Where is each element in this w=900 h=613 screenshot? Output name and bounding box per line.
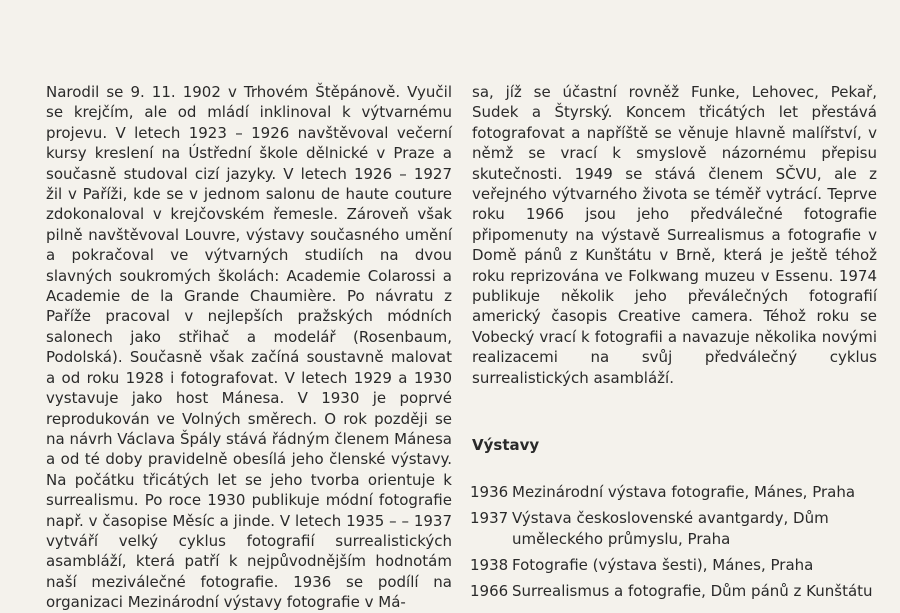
exhibition-year: 1936 (470, 483, 509, 501)
biography-text-right: sa, jíž se účastní rovněž Funke, Lehovec, Pekař, Sudek a Štyrský. Koncem třicátých let přestává fotografovat a napříště se věnuje hlavně malířství, v němž se vrací k smyslově názornému přepisu skutečnosti. 1949 se stává členem SČVU, ale z veřejného výtvarného života se téměř vytrácí. Teprve roku 1966 jsou jeho předválečné fotografie připomenuty na výstavě Surrealismus a fotografie v Domě pánů z Kunštátu v Brně, která je ještě téhož roku reprizována ve Folkwang muzeu v Essenu. 1974 publikuje několik jeho převálečných fotografií americký časopis Creative camera. Téhož roku se Vobecký vrací k fotografii a navazuje několika novými realizacemi na svůj předválečný cyklus surrealistických asambláží. (472, 83, 877, 387)
biography-text-left: Narodil se 9. 11. 1902 v Trhovém Štěpánově. Vyučil se krejčím, ale od mládí inklinoval k výtvarnému projevu. V letech 1923 – 1926 navštěvoval večerní kursy kreslení na Ústřední škole dělnické v Praze a současně studoval cizí jazyky. V letech 1926 – 1927 žil v Paříži, kde se v jednom salonu de haute couture zdokonaloval v krejčovském řemesle. Zároveň však pilně navštěvoval Louvre, výstavy současného umění a pokračoval ve výtvarných studiích na dvou slavných soukromých školách: Academie Colarossi a Academie de la Grande Chaumière. Po návratu z Paříže pracoval v nejlepších pražských módních salonech jako střihač a modelář (Rosenbaum, Podolská). Současně však začíná soustavně malovat a od roku 1928 i fotografovat. V letech 1929 a 1930 vystavuje jako host Mánesa. V 1930 je poprvé reprodukován ve Volných směrech. O rok později se na návrh Václava Špály stává řádným členem Mánesa a od té doby pravidelně obesílá jeho členské výstavy. Na počátku třicátých let se jeho tvorba orientuje k surrealismu. Po roce 1930 publikuje módní fotografie např. v časopise Měsíc a jinde. V letech 1935 – – 1937 vytváří velký cyklus fotografií surrealistických asambláží, která patří k nejpůvodnějším hodnotám naší meziválečné fotografie. 1936 se podílí na organizaci Mezinárodní výstavy fotografie v Má- (46, 83, 453, 612)
exhibition-year: 1937 (470, 509, 509, 527)
exhibition-year: 1966 (470, 582, 509, 600)
exhibition-item (470, 581, 890, 602)
exhibition-item (470, 482, 890, 503)
exhibitions-heading: Výstavy (472, 436, 540, 454)
exhibition-text: Výstava československé avantgardy, Dům uměleckého průmyslu, Praha (512, 509, 829, 548)
exhibition-item (470, 555, 890, 576)
exhibition-year: 1938 (470, 556, 509, 574)
exhibition-item (470, 508, 890, 550)
biography-column-left (46, 82, 452, 613)
exhibition-text: Mezinárodní výstava fotografie, Mánes, Praha (512, 483, 856, 501)
exhibition-text: Surrealismus a fotografie, Dům pánů z Kunštátu (512, 582, 873, 600)
exhibitions-list (470, 482, 890, 607)
exhibition-text: Fotografie (výstava šesti), Mánes, Praha (512, 556, 814, 574)
biography-column-right (472, 82, 877, 388)
